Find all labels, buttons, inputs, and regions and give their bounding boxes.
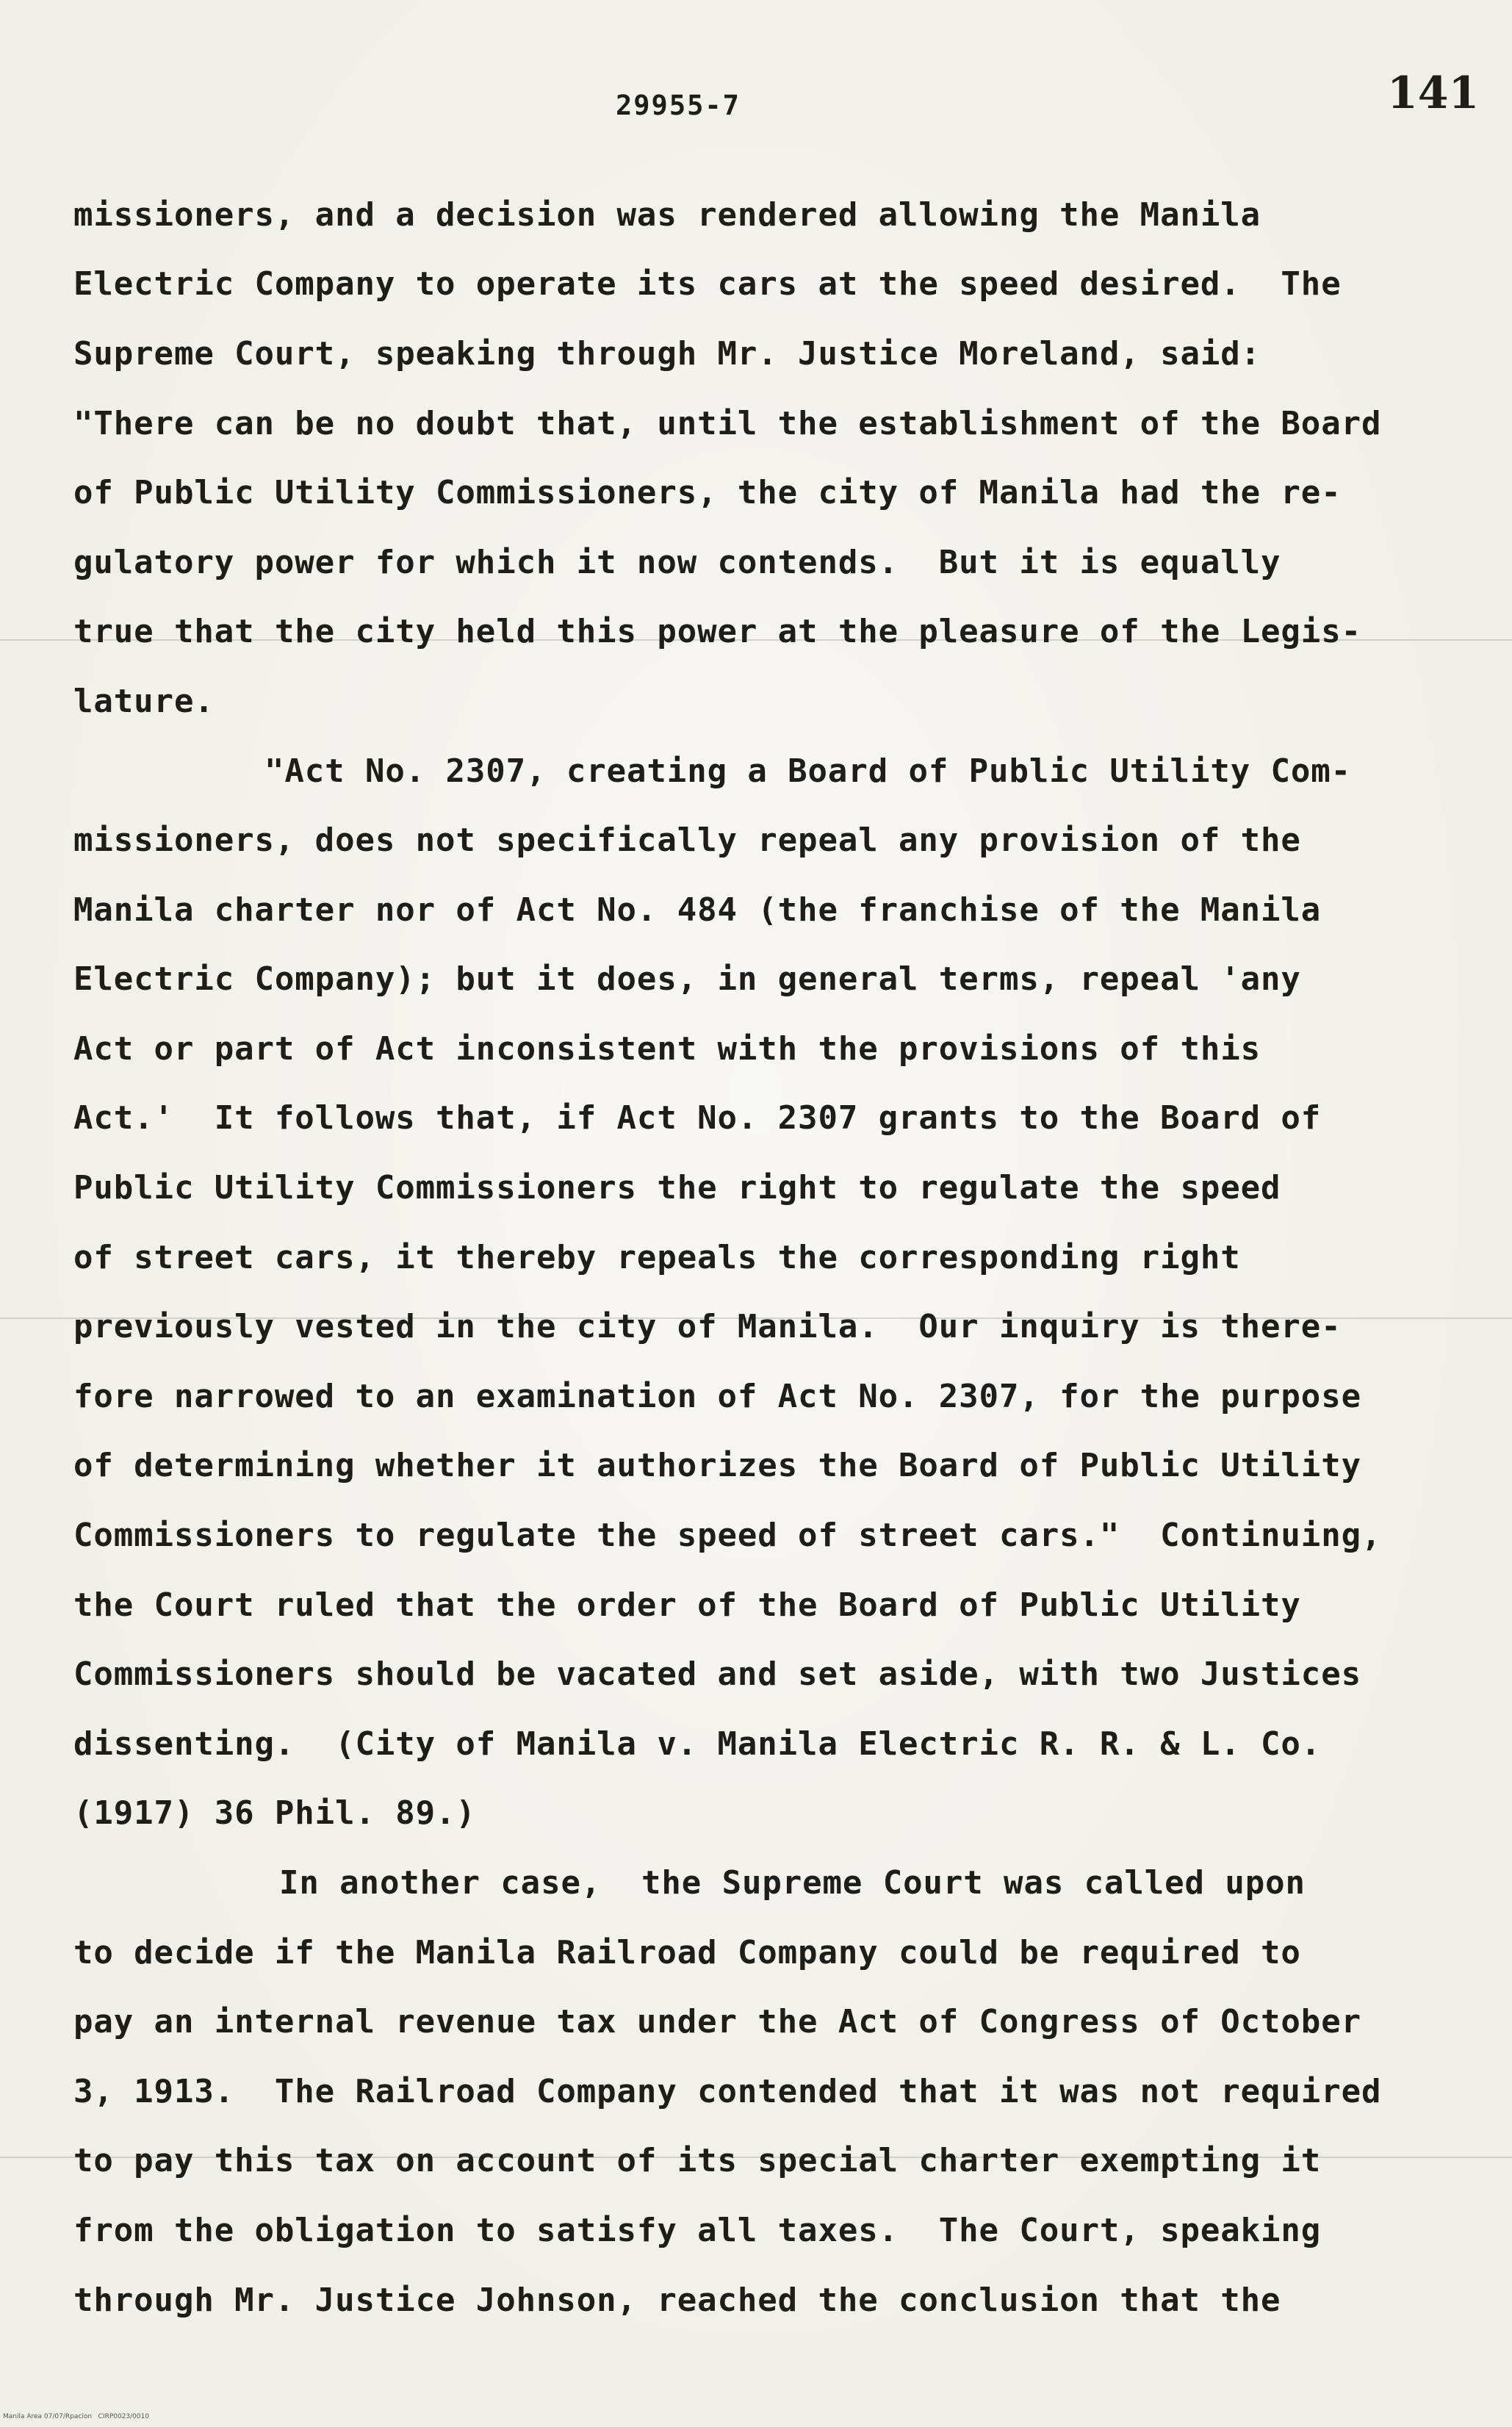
- text-line: through Mr. Justice Johnson, reached the conclusion that the: [73, 2282, 1281, 2319]
- text-line: Electric Company to operate its cars at the speed desired. The: [73, 265, 1342, 303]
- text-line: Supreme Court, speaking through Mr. Justice Moreland, said:: [73, 335, 1261, 373]
- text-line: Public Utility Commissioners the right to regulate the speed: [73, 1169, 1281, 1207]
- text-line: lature.: [73, 683, 215, 720]
- text-line: to pay this tax on account of its special charter exempting it: [73, 2142, 1322, 2179]
- text-line: missioners, does not specifically repeal any provision of the: [73, 821, 1301, 859]
- text-line: Manila charter nor of Act No. 484 (the franchise of the Manila: [73, 891, 1322, 929]
- text-line: from the obligation to satisfy all taxes. The Court, speaking: [73, 2212, 1322, 2249]
- text-line: In another case, the Supreme Court was called upon: [279, 1864, 1306, 1902]
- text-line: the Court ruled that the order of the Board of Public Utility: [73, 1586, 1301, 1624]
- text-line: true that the city held this power at the pleasure of the Legis-: [73, 613, 1361, 650]
- text-line: (1917) 36 Phil. 89.): [73, 1794, 476, 1832]
- text-line: of Public Utility Commissioners, the city of Manila had the re-: [73, 474, 1342, 511]
- text-line: missioners, and a decision was rendered allowing the Manila: [73, 196, 1261, 234]
- text-line: Act.' It follows that, if Act No. 2307 grants to the Board of: [73, 1099, 1322, 1137]
- text-line: "There can be no doubt that, until the establishment of the Board: [73, 405, 1382, 442]
- page-number: 141: [1387, 68, 1480, 119]
- text-line: "Act No. 2307, creating a Board of Public Utility Com-: [264, 752, 1352, 790]
- text-line: Act or part of Act inconsistent with the provisions of this: [73, 1030, 1261, 1068]
- text-line: to decide if the Manila Railroad Company could be required to: [73, 1934, 1301, 1971]
- text-line: Electric Company); but it does, in general terms, repeal 'any: [73, 960, 1301, 998]
- text-line: Commissioners to regulate the speed of street cars." Continuing,: [73, 1517, 1382, 1554]
- text-line: of determining whether it authorizes the Board of Public Utility: [73, 1447, 1361, 1484]
- document-number: 29955-7: [616, 90, 741, 121]
- scan-footer-mark: Manila Area 07/07/Rpacion CIRP0023/0010: [3, 2413, 150, 2420]
- text-line: previously vested in the city of Manila. Our inquiry is there-: [73, 1308, 1342, 1345]
- text-line: Commissioners should be vacated and set aside, with two Justices: [73, 1655, 1361, 1693]
- text-line: 3, 1913. The Railroad Company contended that it was not required: [73, 2073, 1382, 2110]
- text-line: pay an internal revenue tax under the Act of Congress of October: [73, 2003, 1361, 2041]
- text-line: dissenting. (City of Manila v. Manila Electric R. R. & L. Co.: [73, 1725, 1322, 1763]
- text-line: of street cars, it thereby repeals the corresponding right: [73, 1239, 1241, 1276]
- text-line: fore narrowed to an examination of Act No. 2307, for the purpose: [73, 1378, 1361, 1415]
- text-line: gulatory power for which it now contends. But it is equally: [73, 544, 1281, 581]
